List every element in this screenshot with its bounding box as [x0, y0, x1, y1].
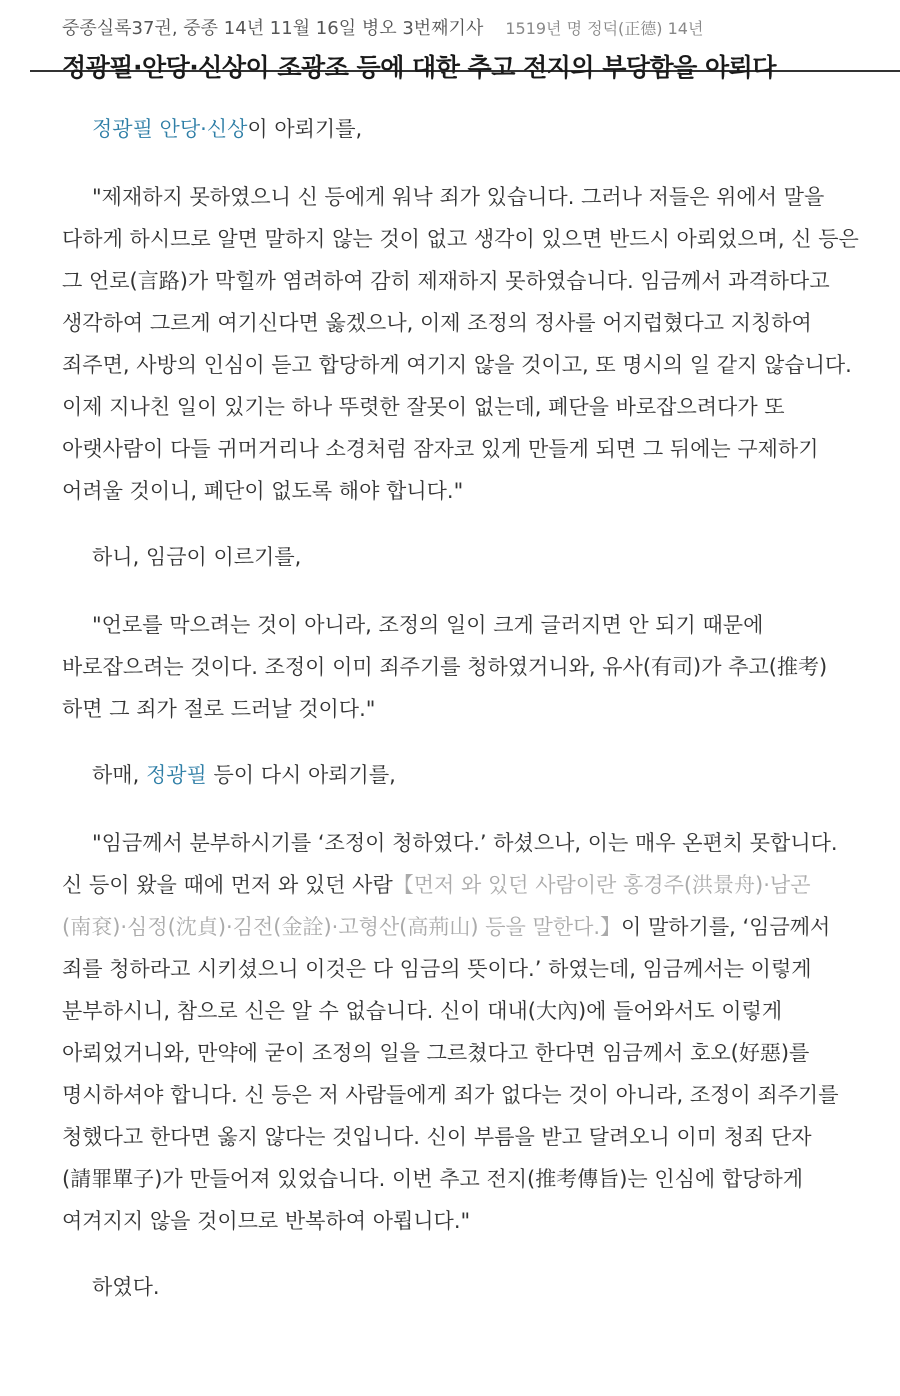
paragraph-1-text: 이 아뢰기를,	[247, 117, 363, 141]
paragraph-6-part2: 이 말하기를, ‘임금께서 죄를 청하라고 시키셨으니 이것은 다 임금의 뜻이다.’ 하였는데, 임금께서는 이렇게 분부하시니, 참으로 신은 알 수 없습니다. 신이 대내(大內)에 들어와서도 이렇게 아뢰었거니와, 만약에 굳이 조정의 일을 그르쳤다고 한다면 임금께서 호오(好惡)를 명시하셔야 합니다. 신 등은 저 사람들에게 죄가 없다는 것이 아니라, 조정이 죄주기를 청했다고 한다면 옳지 않다는 것입니다. 신이 부름을 받고 달려오니 이미 청죄 단자(請罪單子)가 만들어져 있었습니다. 이번 추고 전지(推考傳旨)는 인심에 합당하게 여겨지지 않을 것이므로 반복하여 아룁니다."	[62, 915, 839, 1233]
paragraph-1	[62, 108, 862, 150]
name-separator: ·	[200, 117, 207, 141]
paragraph-7: 하였다.	[92, 1275, 160, 1299]
person-link-jeong-gwangpil-2[interactable]: 정광필	[145, 763, 207, 787]
paragraph-2: "제재하지 못하였으니 신 등에게 워낙 죄가 있습니다. 그러나 저들은 위에서 말을 다하게 하시므로 알면 말하지 않는 것이 없고 생각이 있으면 반드시 아뢰었으며, 신 등은 그 언로(言路)가 막힐까 염려하여 감히 제재하지 못하였습니다. 임금께서 과격하다고 생각하여 그르게 여기신다면 옳겠으나, 이제 조정의 정사를 어지럽혔다고 지칭하여 죄주면, 사방의 인심이 듣고 합당하게 여기지 않을 것이고, 또 명시의 일 같지 않습니다. 이제 지나친 일이 있기는 하나 뚜렷한 잘못이 없는데, 폐단을 바로잡으려다가 또 아랫사람이 다들 귀머거리나 소경처럼 잠자코 있게 만들게 되면 그 뒤에는 구제하기 어려울 것이니, 폐단이 없도록 해야 합니다."	[62, 185, 859, 503]
person-link-jeong-gwangpil[interactable]: 정광필	[92, 117, 153, 141]
paragraph-6-part1: "임금께서 분부하시기를 ‘조정이 청하였다.’ 하셨으나, 이는 매우 온편치 못합니다. 신 등이 왔을 때에 먼저 와 있던 사람	[62, 831, 838, 897]
paragraph-5-pre: 하매,	[92, 763, 146, 787]
article-header	[30, 0, 900, 82]
person-link-an-dang[interactable]: 안당	[159, 117, 201, 141]
paragraph-6	[62, 822, 862, 1242]
paragraph-5-text: 등이 다시 아뢰기를,	[206, 763, 396, 787]
paragraph-3: 하니, 임금이 이르기를,	[92, 545, 302, 569]
paragraph-5	[62, 754, 862, 796]
page-title: 정광필·안당·신상이 조광조 등에 대한 추고 전지의 부당함을 아뢰다	[62, 53, 776, 82]
source-citation: 중종실록37권, 중종 14년 11월 16일 병오 3번째기사	[62, 18, 484, 39]
article-body	[0, 72, 900, 1308]
person-link-sin-sang[interactable]: 신상	[206, 117, 248, 141]
era-date: 1519년 명 정덕(正德) 14년	[505, 19, 704, 38]
annotation-note: 【먼저 와 있던 사람이란 홍경주(洪景舟)·남곤(南袞)·심정(沈貞)·김전(金詮)·고형산(高荊山) 등을 말한다.】	[62, 873, 811, 939]
source-line	[62, 14, 900, 40]
paragraph-4: "언로를 막으려는 것이 아니라, 조정의 일이 크게 글러지면 안 되기 때문에 바로잡으려는 것이다. 조정이 이미 죄주기를 청하였거니와, 유사(有司)가 추고(推考)하면 그 죄가 절로 드러날 것이다."	[62, 613, 828, 721]
